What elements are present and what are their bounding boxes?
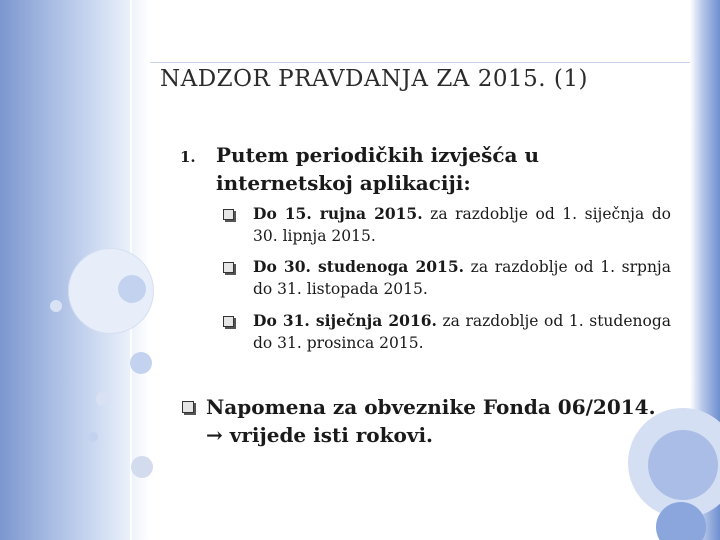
square-bullet-icon — [182, 401, 194, 413]
decor-circle — [50, 300, 62, 312]
deadline-date: Do 15. rujna 2015. — [253, 204, 423, 223]
decor-circle — [96, 392, 110, 406]
decor-circle — [131, 456, 153, 478]
square-bullet-icon — [223, 209, 234, 220]
title-rule — [150, 62, 690, 63]
square-bullet-icon — [223, 262, 234, 273]
note-text: Napomena za obveznike Fonda 06/2014. → vrijede isti rokovi. — [206, 395, 656, 447]
list-number: 1. — [180, 148, 196, 166]
list-item-text: Putem periodičkih izvješća u internetskoj aplikaciji: — [216, 143, 540, 195]
decor-circle — [118, 275, 146, 303]
deadline-item — [253, 310, 671, 354]
slide-title: NADZOR PRAVDANJA ZA 2015. (1) — [160, 66, 588, 92]
deadline-date: Do 30. studenoga 2015. — [253, 257, 464, 276]
deadline-item — [253, 203, 671, 247]
square-bullet-icon — [223, 316, 234, 327]
deadline-date: Do 31. siječnja 2016. — [253, 311, 437, 330]
deadline-period: za razdoblje od 1. siječnja do 30. lipnja 2015. — [253, 205, 672, 245]
deadline-period: za razdoblje od 1. srpnja do 31. listopada 2015. — [253, 258, 671, 298]
decor-circle — [88, 432, 98, 442]
deadline-item — [253, 256, 671, 300]
decor-circle — [130, 352, 152, 374]
deadline-period: za razdoblje od 1. studenoga do 31. prosinca 2015. — [253, 312, 671, 352]
